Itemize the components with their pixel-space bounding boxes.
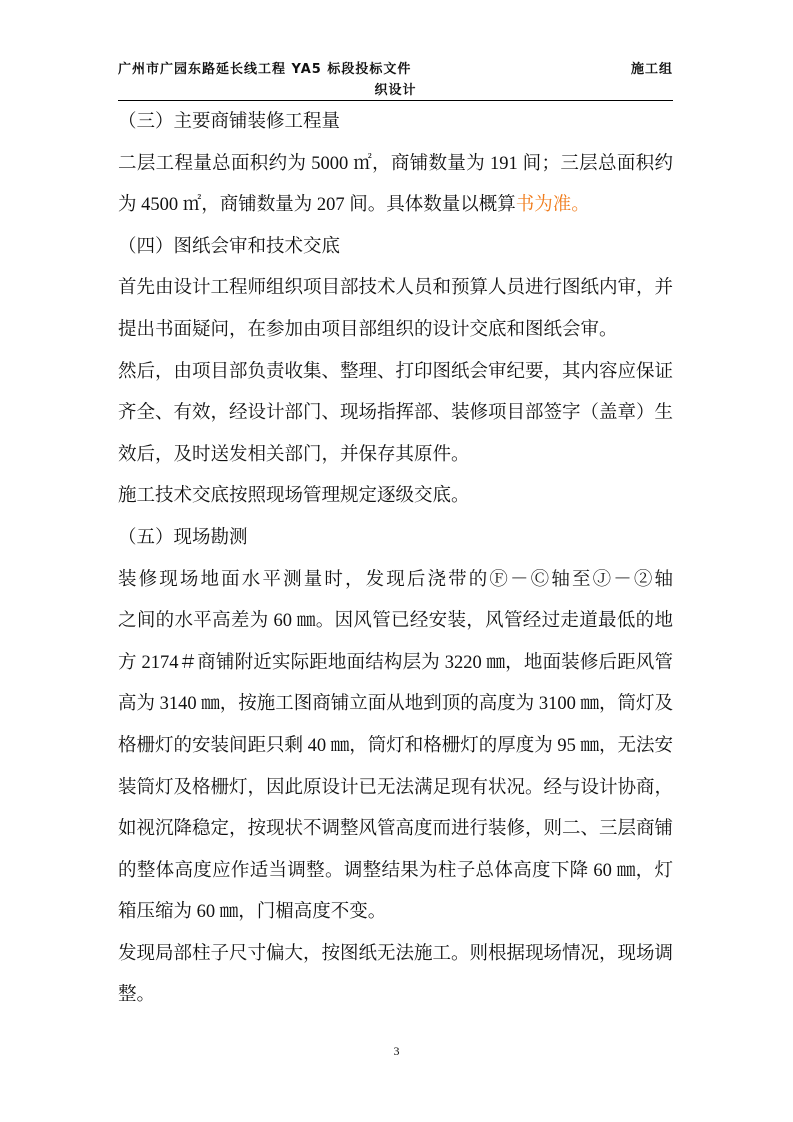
paragraph-line: 的整体高度应作适当调整。调整结果为柱子总体高度下降 60 ㎜，灯 [118, 860, 673, 881]
header-rule [118, 100, 673, 101]
paragraph-line: 提出书面疑问，在参加由项目部组织的设计交底和图纸会审。 [118, 319, 618, 340]
paragraph-line: 装筒灯及格栅灯，因此原设计已无法满足现有状况。经与设计协商， [118, 777, 674, 798]
page-number: 3 [393, 1044, 400, 1058]
paragraph-line [118, 193, 673, 235]
paragraph-line: 方 2174＃商铺附近实际距地面结构层为 3220 ㎜，地面装修后距风管 [118, 652, 673, 673]
highlighted-text: 书为准。 [515, 195, 590, 216]
text: 为 4500 ㎡，商铺数量为 207 间。具体数量以概算 [118, 195, 516, 216]
paragraph-line: 之间的水平高差为 60 ㎜。因风管已经安装，风管经过走道最低的地 [118, 611, 673, 632]
paragraph-line: 格栅灯的安装间距只剩 40 ㎜，筒灯和格栅灯的厚度为 95 ㎜，无法安 [118, 735, 674, 756]
paragraph-line: 然后，由项目部负责收集、整理、打印图纸会审纪要，其内容应保证 [118, 361, 674, 382]
header-title-continued: 织设计 [374, 83, 417, 98]
paragraph-line: 整。 [118, 985, 156, 1006]
header-title: 广州市广园东路延长线工程 YA5 标段投标文件 [118, 62, 412, 77]
section-heading: （三）主要商铺装修工程量 [118, 112, 341, 132]
paragraph-line: 发现局部柱子尺寸偏大，按图纸无法施工。则根据现场情况，现场调 [118, 943, 674, 964]
paragraph-line: 齐全、有效，经设计部门、现场指挥部、装修项目部签字（盖章）生 [118, 403, 674, 424]
paragraph-line: 高为 3140 ㎜，按施工图商铺立面从地到顶的高度为 3100 ㎜，筒灯及 [118, 694, 674, 715]
section-heading: （四）图纸会审和技术交底 [118, 236, 341, 257]
paragraph-line: 装修现场地面水平测量时，发现后浇带的Ⓕ－Ⓒ轴至Ⓙ－②轴 [118, 569, 673, 590]
paragraph-line: 首先由设计工程师组织项目部技术人员和预算人员进行图纸内审，并 [118, 278, 674, 299]
paragraph-line: 二层工程量总面积约为 5000 ㎡，商铺数量为 191 间；三层总面积约 [118, 153, 673, 174]
header-title-right: 施工组 [630, 62, 673, 77]
paragraph-line: 施工技术交底按照现场管理规定逐级交底。 [118, 486, 470, 507]
paragraph-line: 箱压缩为 60 ㎜，门楣高度不变。 [118, 902, 387, 923]
paragraph-line: 效后，及时送发相关部门，并保存其原件。 [118, 444, 470, 465]
section-heading: （五）现场勘测 [118, 527, 248, 548]
paragraph-line: 如视沉降稳定，按现状不调整风管高度而进行装修，则二、三层商铺 [118, 819, 674, 840]
document-body [118, 110, 673, 1025]
